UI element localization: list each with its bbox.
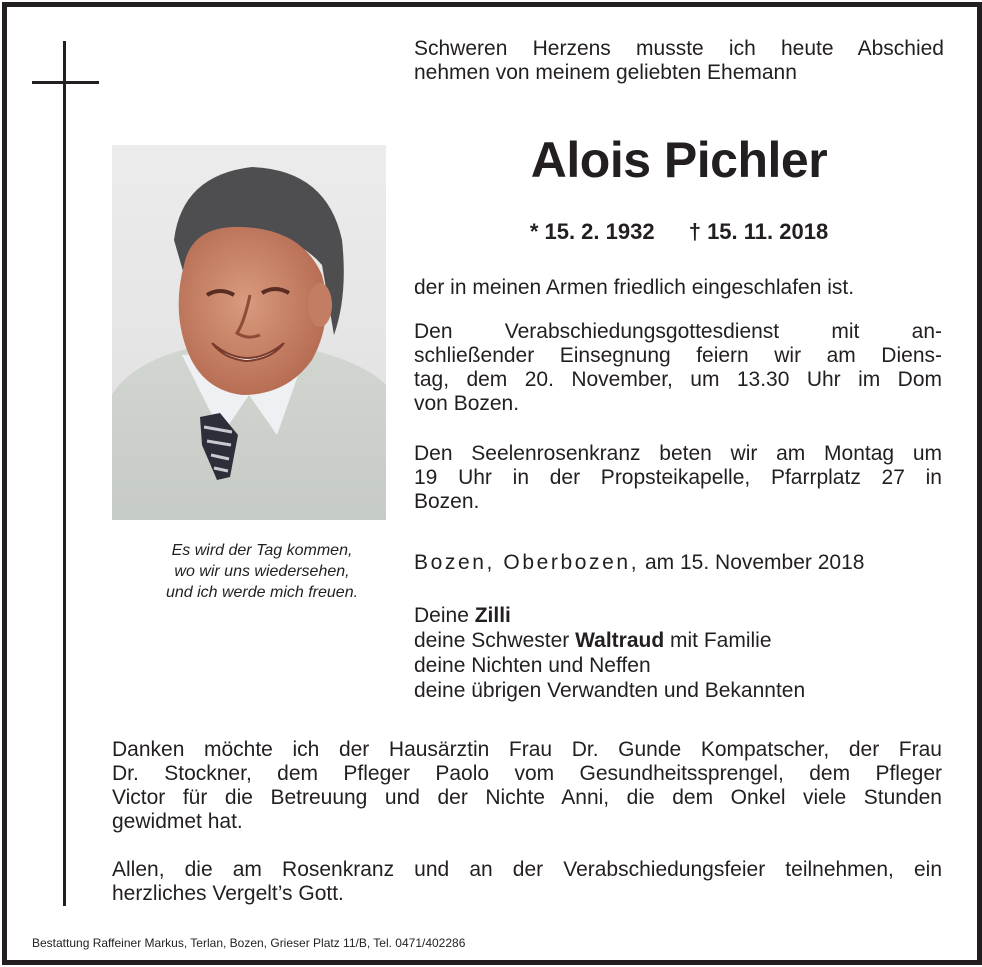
quote-line: und ich werde mich freuen. [165,584,359,601]
signer-line: deine Nichten und Neffen [414,654,651,677]
death-date: † 15. 11. 2018 [688,219,829,244]
rosary-line: Bozen. [414,490,480,513]
service-line: von Bozen. [414,392,520,415]
signer-name: Waltraud [575,629,665,652]
cross-icon [63,41,66,906]
deceased-name: Alois Pichler [530,132,828,188]
signer-prefix: Deine [414,604,469,627]
gratitude-paragraph [112,858,942,906]
signer-line: deine übrigen Verwandten und Bekannten [414,679,806,702]
intro-line: nehmen von meinem geliebten Ehemann [414,61,797,84]
notice-date: am 15. November 2018 [645,551,865,574]
thanks-paragraph [112,738,942,834]
thanks-line: Danken möchte ich der Hausärztin Frau Dr. Gunde Kompatscher, der Frau [112,738,942,761]
rosary-paragraph [414,442,942,514]
quote-line: wo wir uns wiedersehen, [174,563,350,580]
service-line: tag, dem 20. November, um 13.30 Uhr im Dom [414,368,942,391]
gratitude-line: Allen, die am Rosenkranz und an der Verabschiedungsfeier teilnehmen, ein [112,858,942,881]
gratitude-line: herzliches Vergelt’s Gott. [112,882,344,905]
signers-block [414,603,944,703]
service-paragraph [414,320,942,416]
cross-icon-bar [32,81,99,84]
place-names: Bozen, Oberbozen, [414,551,640,574]
signer-line [414,603,944,628]
birth-date: * 15. 2. 1932 [529,219,655,244]
place-date-line [414,551,944,575]
service-line: Den Verabschiedungsgottesdienst mit an- [414,320,942,343]
service-line: schließender Einsegnung feiern wir am Diens- [414,344,942,367]
funeral-home-footer: Bestattung Raffeiner Markus, Terlan, Bozen, Grieser Platz 11/B, Tel. 0471/402286 [32,936,466,950]
sleep-line: der in meinen Armen friedlich eingeschlafen ist. [414,276,855,299]
intro-line: Schweren Herzens musste ich heute Abschied [414,37,944,60]
rosary-line: 19 Uhr in der Propsteikapelle, Pfarrplatz 27 in [414,466,942,489]
memorial-quote [112,540,412,603]
signer-line [414,628,944,653]
portrait-photo [112,145,386,520]
rosary-line: Den Seelenrosenkranz beten wir am Montag um [414,442,942,465]
signer-prefix: deine Schwester [414,629,570,652]
signer-name: Zilli [474,604,511,627]
thanks-line: gewidmet hat. [112,810,243,833]
intro-text [414,37,944,85]
signer-suffix: mit Familie [670,629,772,652]
thanks-line: Dr. Stockner, dem Pfleger Paolo vom Gesundheitssprengel, dem Pfleger [112,762,942,785]
thanks-line: Victor für die Betreuung und der Nichte Anni, die dem Onkel viele Stunden [112,786,942,809]
life-dates [414,219,944,245]
quote-line: Es wird der Tag kommen, [171,542,353,559]
